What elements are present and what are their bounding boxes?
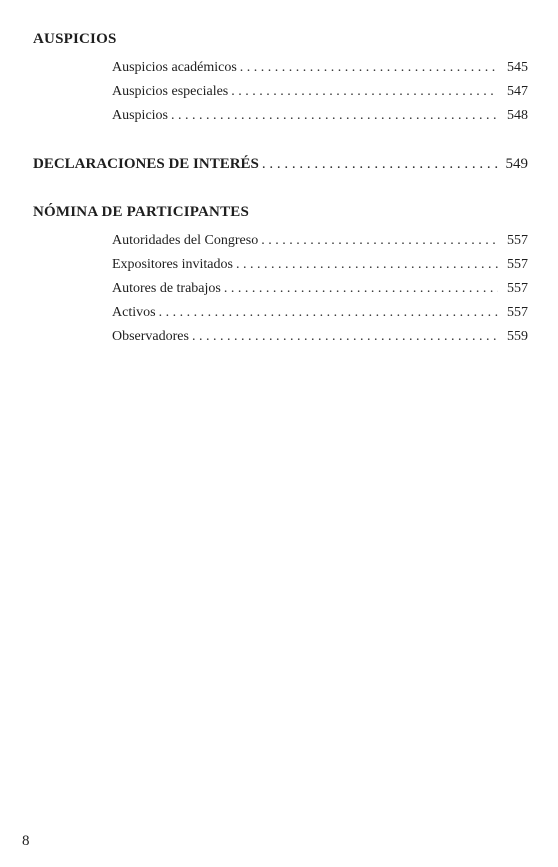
toc-entry-page: 557 xyxy=(507,257,528,272)
section-heading-declaraciones xyxy=(33,156,528,173)
toc-entry xyxy=(112,329,528,345)
dot-leader xyxy=(240,60,498,76)
toc-entry xyxy=(112,233,528,249)
dot-leader xyxy=(192,329,498,345)
toc-entry-label: Observadores xyxy=(112,329,189,344)
toc-entry-label: Autores de trabajos xyxy=(112,281,221,296)
toc-entry xyxy=(112,257,528,273)
toc-entry-label: Auspicios especiales xyxy=(112,84,229,99)
section-heading-auspicios: AUSPICIOS xyxy=(33,31,117,47)
dot-leader xyxy=(262,156,498,173)
toc-entry-page: 557 xyxy=(507,233,528,248)
toc-entry-label: Auspicios académicos xyxy=(112,60,237,75)
toc-entry xyxy=(112,84,528,100)
toc-entry-label: Expositores invitados xyxy=(112,257,233,272)
toc-entry xyxy=(112,108,528,124)
section-heading-label: DECLARACIONES DE INTERÉS xyxy=(33,156,259,172)
toc-entry-page: 557 xyxy=(507,305,528,320)
dot-leader xyxy=(159,305,498,321)
toc-entry-page: 557 xyxy=(507,281,528,296)
dot-leader xyxy=(224,281,498,297)
toc-entry-label: Auspicios xyxy=(112,108,168,123)
dot-leader xyxy=(261,233,498,249)
toc-entry xyxy=(112,281,528,297)
toc-entry-page: 545 xyxy=(507,60,528,75)
toc-entry-page: 548 xyxy=(507,108,528,123)
toc-entry-page: 547 xyxy=(507,84,528,99)
section-heading-page: 549 xyxy=(505,156,528,172)
dot-leader xyxy=(236,257,498,273)
toc-entry xyxy=(112,305,528,321)
toc-entry-label: Autoridades del Congreso xyxy=(112,233,259,248)
page-number: 8 xyxy=(22,833,30,849)
toc-entry-page: 559 xyxy=(507,329,528,344)
dot-leader xyxy=(171,108,498,124)
toc-entry-label: Activos xyxy=(112,305,156,320)
dot-leader xyxy=(231,84,498,100)
section-heading-nomina: NÓMINA DE PARTICIPANTES xyxy=(33,204,250,220)
toc-entry xyxy=(112,60,528,76)
